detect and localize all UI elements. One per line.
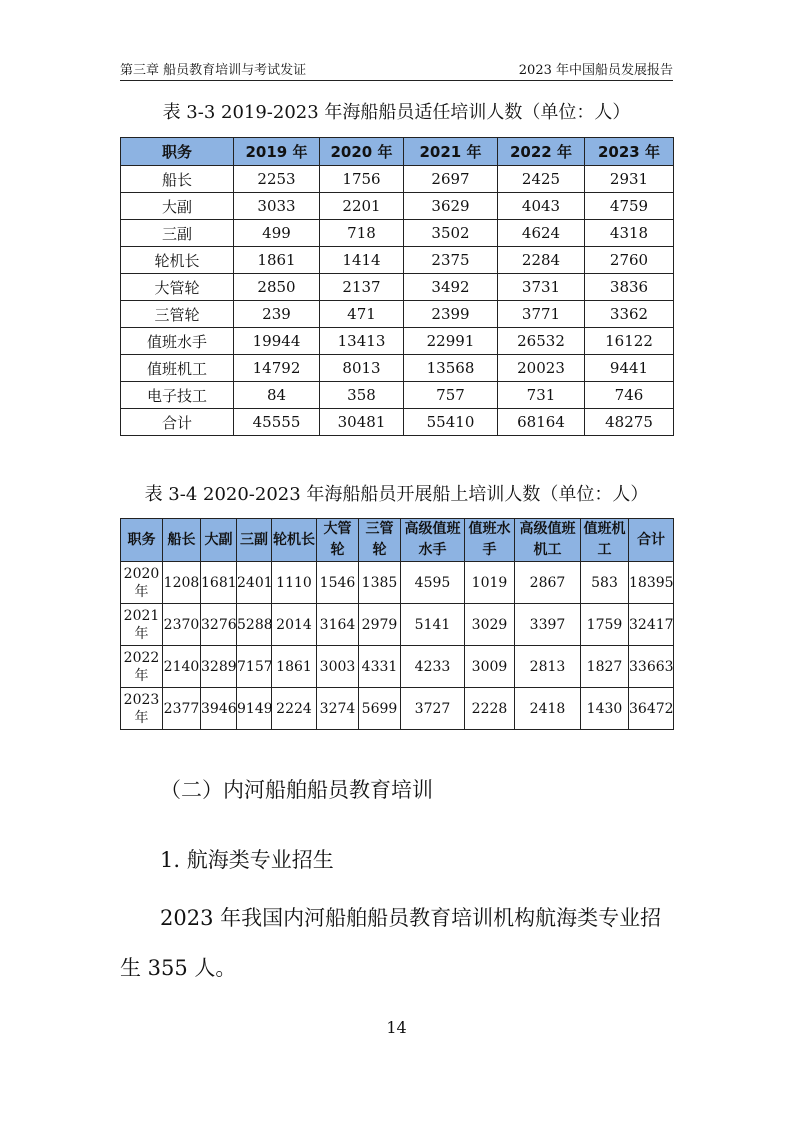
table2-cell: 1208	[163, 562, 201, 604]
table1-cell: 3836	[585, 274, 674, 301]
table1-row-label: 三副	[121, 220, 234, 247]
table2-cell: 3003	[317, 646, 359, 688]
table1-cell: 3492	[404, 274, 498, 301]
table2-cell: 5699	[359, 688, 401, 730]
table2-header-cell: 三副	[237, 519, 272, 562]
table2-cell: 4595	[401, 562, 465, 604]
table2-cell: 4331	[359, 646, 401, 688]
table2-cell: 1861	[272, 646, 317, 688]
table2-cell: 2014	[272, 604, 317, 646]
table1-row-label: 值班机工	[121, 355, 234, 382]
table1-cell: 2284	[498, 247, 585, 274]
table2-row-label: 2022 年	[121, 646, 163, 688]
table1-cell: 3033	[234, 193, 320, 220]
table1-cell: 4759	[585, 193, 674, 220]
table2-cell: 1681	[201, 562, 237, 604]
table1-cell: 55410	[404, 409, 498, 436]
table2-cell: 18395	[629, 562, 674, 604]
table1-cell: 1756	[320, 166, 404, 193]
table2-cell: 1385	[359, 562, 401, 604]
table1-header-cell: 2019 年	[234, 138, 320, 166]
table2-header-cell: 职务	[121, 519, 163, 562]
table1-cell: 3502	[404, 220, 498, 247]
table1-row-label: 三管轮	[121, 301, 234, 328]
header-report-title: 2023 年中国船员发展报告	[518, 63, 673, 78]
table-row	[121, 562, 674, 604]
table1-cell: 68164	[498, 409, 585, 436]
table1-cell: 2201	[320, 193, 404, 220]
table2-cell: 2140	[163, 646, 201, 688]
table2-row-label: 2021 年	[121, 604, 163, 646]
table1-cell: 30481	[320, 409, 404, 436]
page-header	[120, 56, 673, 78]
table2-cell: 1759	[581, 604, 629, 646]
table2-header-cell: 轮机长	[272, 519, 317, 562]
table1-cell: 499	[234, 220, 320, 247]
table1-cell: 2375	[404, 247, 498, 274]
table-row	[121, 604, 674, 646]
table2-cell: 32417	[629, 604, 674, 646]
subsection-heading: 1. 航海类专业招生	[160, 848, 334, 872]
table1-cell: 3771	[498, 301, 585, 328]
table-row	[121, 220, 674, 247]
table2-cell: 1110	[272, 562, 317, 604]
table1-row-label: 船长	[121, 166, 234, 193]
table1-cell: 2137	[320, 274, 404, 301]
table-row	[121, 409, 674, 436]
table-row	[121, 301, 674, 328]
table2-cell: 3727	[401, 688, 465, 730]
table1-cell: 45555	[234, 409, 320, 436]
table1-cell: 2697	[404, 166, 498, 193]
table1-cell: 84	[234, 382, 320, 409]
table2-cell: 3164	[317, 604, 359, 646]
table1-row-label: 大管轮	[121, 274, 234, 301]
table2-cell: 5288	[237, 604, 272, 646]
table1-cell: 22991	[404, 328, 498, 355]
table1-row-label: 轮机长	[121, 247, 234, 274]
table2-cell: 1827	[581, 646, 629, 688]
table1-cell: 3629	[404, 193, 498, 220]
table1-cell: 26532	[498, 328, 585, 355]
table1-cell: 19944	[234, 328, 320, 355]
table1-cell: 9441	[585, 355, 674, 382]
table2-header-cell: 大副	[201, 519, 237, 562]
table2-cell: 3946	[201, 688, 237, 730]
table2-cell: 1430	[581, 688, 629, 730]
table1-cell: 2399	[404, 301, 498, 328]
table2-cell: 3274	[317, 688, 359, 730]
table1-cell: 2760	[585, 247, 674, 274]
table2-cell: 3397	[515, 604, 581, 646]
table1-row-label: 合计	[121, 409, 234, 436]
table1-cell: 2931	[585, 166, 674, 193]
table2-cell: 1546	[317, 562, 359, 604]
table2-header-row	[121, 519, 674, 562]
table1-header-cell: 2022 年	[498, 138, 585, 166]
header-chapter: 第三章 船员教育培训与考试发证	[120, 63, 307, 78]
table2-header-cell: 高级值班机工	[515, 519, 581, 562]
table1-cell: 8013	[320, 355, 404, 382]
table1-cell: 718	[320, 220, 404, 247]
table-row	[121, 646, 674, 688]
table2-cell: 3276	[201, 604, 237, 646]
table2-row-label: 2020 年	[121, 562, 163, 604]
table2-cell: 2370	[163, 604, 201, 646]
table-row	[121, 328, 674, 355]
table2-cell: 2401	[237, 562, 272, 604]
table1-cell: 13413	[320, 328, 404, 355]
table2-header-cell: 三管轮	[359, 519, 401, 562]
table1-cell: 1861	[234, 247, 320, 274]
table1-cell: 4624	[498, 220, 585, 247]
table-row	[121, 274, 674, 301]
body-paragraph: 2023 年我国内河船舶船员教育培训机构航海类专业招生 355 人。	[120, 906, 662, 980]
table2-header-cell: 值班机工	[581, 519, 629, 562]
table2-cell: 2224	[272, 688, 317, 730]
table-row	[121, 382, 674, 409]
table1-cell: 13568	[404, 355, 498, 382]
table1-cell: 2850	[234, 274, 320, 301]
table1-cell: 20023	[498, 355, 585, 382]
table2-caption: 表 3-4 2020-2023 年海船船员开展船上培训人数（单位：人）	[144, 484, 649, 505]
table2-onboard-training	[120, 518, 674, 730]
table1-seafarer-training	[120, 137, 674, 436]
table1-header-cell: 2020 年	[320, 138, 404, 166]
table-row	[121, 355, 674, 382]
table-row	[121, 166, 674, 193]
table2-header-cell: 合计	[629, 519, 674, 562]
table1-cell: 16122	[585, 328, 674, 355]
table2-cell: 583	[581, 562, 629, 604]
table1-row-label: 电子技工	[121, 382, 234, 409]
table1-cell: 4318	[585, 220, 674, 247]
table2-header-cell: 值班水手	[465, 519, 515, 562]
table2-cell: 2813	[515, 646, 581, 688]
table1-cell: 746	[585, 382, 674, 409]
header-rule	[120, 80, 673, 81]
section-heading: （二）内河船舶船员教育培训	[160, 778, 433, 802]
table1-cell: 3731	[498, 274, 585, 301]
table1-cell: 2425	[498, 166, 585, 193]
page-number: 14	[386, 1018, 407, 1037]
table1-cell: 731	[498, 382, 585, 409]
table1-header-cell: 2021 年	[404, 138, 498, 166]
table1-caption: 表 3-3 2019-2023 年海船船员适任培训人数（单位：人）	[162, 102, 631, 123]
table2-cell: 2228	[465, 688, 515, 730]
table2-header-cell: 船长	[163, 519, 201, 562]
table2-cell: 1019	[465, 562, 515, 604]
table2-cell: 2418	[515, 688, 581, 730]
table2-cell: 33663	[629, 646, 674, 688]
table2-cell: 4233	[401, 646, 465, 688]
table1-header-cell: 职务	[121, 138, 234, 166]
table1-cell: 48275	[585, 409, 674, 436]
table1-cell: 4043	[498, 193, 585, 220]
table1-row-label: 值班水手	[121, 328, 234, 355]
table1-cell: 1414	[320, 247, 404, 274]
table2-cell: 2867	[515, 562, 581, 604]
table-row	[121, 193, 674, 220]
table2-cell: 2979	[359, 604, 401, 646]
table2-header-cell: 高级值班水手	[401, 519, 465, 562]
table2-cell: 7157	[237, 646, 272, 688]
table1-header-row	[121, 138, 674, 166]
table1-cell: 471	[320, 301, 404, 328]
table1-header-cell: 2023 年	[585, 138, 674, 166]
table1-cell: 14792	[234, 355, 320, 382]
table1-cell: 239	[234, 301, 320, 328]
table2-cell: 3289	[201, 646, 237, 688]
table1-cell: 2253	[234, 166, 320, 193]
table2-cell: 9149	[237, 688, 272, 730]
table2-cell: 5141	[401, 604, 465, 646]
table1-cell: 358	[320, 382, 404, 409]
table2-cell: 2377	[163, 688, 201, 730]
table2-cell: 36472	[629, 688, 674, 730]
table2-header-cell: 大管轮	[317, 519, 359, 562]
table2-cell: 3009	[465, 646, 515, 688]
table2-cell: 3029	[465, 604, 515, 646]
table1-row-label: 大副	[121, 193, 234, 220]
table-row	[121, 247, 674, 274]
table1-cell: 3362	[585, 301, 674, 328]
table1-cell: 757	[404, 382, 498, 409]
table2-row-label: 2023 年	[121, 688, 163, 730]
table-row	[121, 688, 674, 730]
